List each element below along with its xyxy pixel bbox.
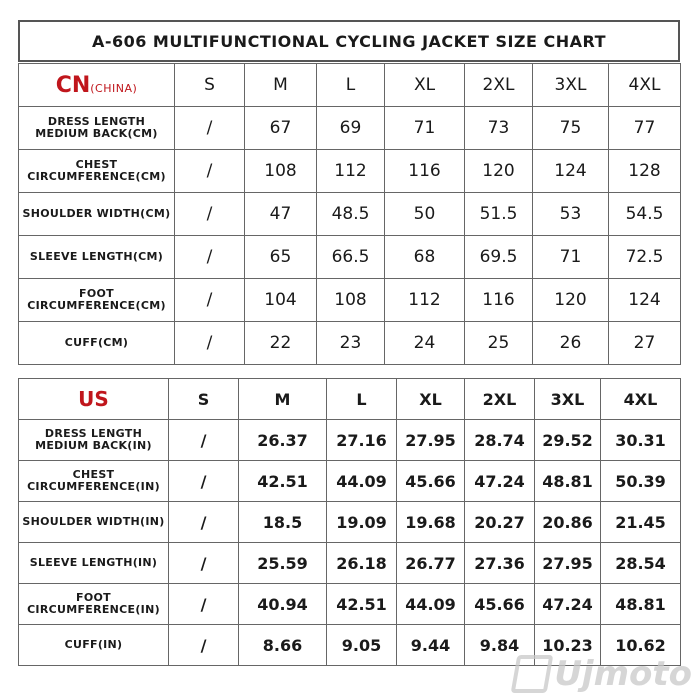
cn-header-row bbox=[19, 64, 681, 107]
table-cell: 48.81 bbox=[601, 584, 681, 625]
row-label-line2: CIRCUMFERENCE(IN) bbox=[27, 603, 160, 616]
table-cell: 44.09 bbox=[327, 461, 397, 502]
us-size-table bbox=[18, 378, 681, 666]
table-cell: 75 bbox=[533, 107, 609, 150]
table-cell: 26.18 bbox=[327, 543, 397, 584]
table-cell: 73 bbox=[465, 107, 533, 150]
table-cell: 116 bbox=[385, 150, 465, 193]
table-cell: 50 bbox=[385, 193, 465, 236]
row-label-line1: SHOULDER WIDTH(IN) bbox=[22, 515, 165, 528]
table-cell: 27 bbox=[609, 322, 681, 365]
row-label-line1: CUFF(CM) bbox=[64, 336, 129, 349]
table-cell: 24 bbox=[385, 322, 465, 365]
table-cell: / bbox=[169, 584, 239, 625]
cn-size-header: M bbox=[245, 64, 317, 107]
table-cell: / bbox=[169, 625, 239, 666]
cn-region-subtitle: (CHINA) bbox=[90, 81, 138, 95]
table-row bbox=[19, 279, 681, 322]
us-size-header: M bbox=[239, 379, 327, 420]
row-label-line2: CIRCUMFERENCE(CM) bbox=[27, 170, 166, 183]
table-cell: 120 bbox=[465, 150, 533, 193]
table-cell: / bbox=[169, 543, 239, 584]
table-cell: 116 bbox=[465, 279, 533, 322]
row-label-line1: CHEST bbox=[75, 158, 118, 171]
table-cell: 9.05 bbox=[327, 625, 397, 666]
table-row bbox=[19, 584, 681, 625]
table-row bbox=[19, 107, 681, 150]
table-cell: / bbox=[169, 461, 239, 502]
table-cell: 9.44 bbox=[397, 625, 465, 666]
table-cell: 27.36 bbox=[465, 543, 535, 584]
us-size-header: 3XL bbox=[535, 379, 601, 420]
cn-size-header: S bbox=[175, 64, 245, 107]
row-label bbox=[19, 543, 169, 584]
cn-region-label bbox=[19, 64, 175, 107]
table-cell: 112 bbox=[317, 150, 385, 193]
table-cell: 22 bbox=[245, 322, 317, 365]
table-cell: 69 bbox=[317, 107, 385, 150]
table-cell: 108 bbox=[245, 150, 317, 193]
table-cell: / bbox=[169, 420, 239, 461]
table-cell: 124 bbox=[609, 279, 681, 322]
table-cell: 54.5 bbox=[609, 193, 681, 236]
row-label-line1: SLEEVE LENGTH(CM) bbox=[29, 250, 164, 263]
table-cell: 10.23 bbox=[535, 625, 601, 666]
table-cell: 26 bbox=[533, 322, 609, 365]
row-label bbox=[19, 279, 175, 322]
table-cell: / bbox=[169, 502, 239, 543]
table-cell: 45.66 bbox=[465, 584, 535, 625]
table-cell: 23 bbox=[317, 322, 385, 365]
cn-size-header: 2XL bbox=[465, 64, 533, 107]
table-cell: 104 bbox=[245, 279, 317, 322]
table-cell: 25.59 bbox=[239, 543, 327, 584]
table-cell: 19.09 bbox=[327, 502, 397, 543]
table-cell: 72.5 bbox=[609, 236, 681, 279]
table-cell: 45.66 bbox=[397, 461, 465, 502]
table-cell: 20.86 bbox=[535, 502, 601, 543]
chart-title: A-606 MULTIFUNCTIONAL CYCLING JACKET SIZE CHART bbox=[18, 20, 680, 62]
table-row bbox=[19, 236, 681, 279]
us-size-header: 4XL bbox=[601, 379, 681, 420]
table-cell: 112 bbox=[385, 279, 465, 322]
table-cell: 50.39 bbox=[601, 461, 681, 502]
table-cell: 77 bbox=[609, 107, 681, 150]
table-cell: 10.62 bbox=[601, 625, 681, 666]
table-cell: 68 bbox=[385, 236, 465, 279]
table-cell: 27.95 bbox=[397, 420, 465, 461]
table-cell: 21.45 bbox=[601, 502, 681, 543]
table-cell: 44.09 bbox=[397, 584, 465, 625]
table-cell: 48.81 bbox=[535, 461, 601, 502]
row-label bbox=[19, 322, 175, 365]
table-row bbox=[19, 150, 681, 193]
watermark-logo bbox=[514, 654, 692, 694]
row-label-line2: MEDIUM BACK(CM) bbox=[35, 127, 158, 140]
table-cell: 108 bbox=[317, 279, 385, 322]
us-size-header: L bbox=[327, 379, 397, 420]
row-label bbox=[19, 461, 169, 502]
us-size-header: XL bbox=[397, 379, 465, 420]
row-label-line1: SHOULDER WIDTH(CM) bbox=[22, 207, 171, 220]
table-cell: 69.5 bbox=[465, 236, 533, 279]
row-label bbox=[19, 236, 175, 279]
table-cell: 18.5 bbox=[239, 502, 327, 543]
table-cell: 8.66 bbox=[239, 625, 327, 666]
row-label-line2: CIRCUMFERENCE(IN) bbox=[27, 480, 160, 493]
table-cell: 20.27 bbox=[465, 502, 535, 543]
row-label bbox=[19, 420, 169, 461]
table-cell: 66.5 bbox=[317, 236, 385, 279]
row-label-line1: SLEEVE LENGTH(IN) bbox=[29, 556, 158, 569]
cn-size-table bbox=[18, 63, 681, 365]
cn-size-header: 3XL bbox=[533, 64, 609, 107]
table-cell: 124 bbox=[533, 150, 609, 193]
watermark-text: Ujmoto bbox=[554, 654, 692, 694]
us-header-row bbox=[19, 379, 681, 420]
table-cell: 47.24 bbox=[535, 584, 601, 625]
row-label-line2: MEDIUM BACK(IN) bbox=[35, 439, 152, 452]
table-row bbox=[19, 502, 681, 543]
table-cell: 40.94 bbox=[239, 584, 327, 625]
cn-region-code: CN bbox=[55, 72, 91, 98]
row-label bbox=[19, 502, 169, 543]
row-label-line2: CIRCUMFERENCE(CM) bbox=[27, 299, 166, 312]
table-cell: 48.5 bbox=[317, 193, 385, 236]
table-cell: 28.74 bbox=[465, 420, 535, 461]
table-cell: / bbox=[175, 322, 245, 365]
table-cell: 47.24 bbox=[465, 461, 535, 502]
table-cell: 120 bbox=[533, 279, 609, 322]
row-label-line1: FOOT bbox=[76, 591, 111, 604]
table-cell: 29.52 bbox=[535, 420, 601, 461]
table-cell: 28.54 bbox=[601, 543, 681, 584]
row-label bbox=[19, 107, 175, 150]
row-label-line1: CUFF(IN) bbox=[64, 638, 123, 651]
row-label-line1: DRESS LENGTH bbox=[44, 427, 143, 440]
table-cell: 47 bbox=[245, 193, 317, 236]
row-label-line1: CHEST bbox=[72, 468, 115, 481]
table-cell: 71 bbox=[385, 107, 465, 150]
table-cell: 42.51 bbox=[327, 584, 397, 625]
table-cell: 30.31 bbox=[601, 420, 681, 461]
table-cell: / bbox=[175, 236, 245, 279]
row-label bbox=[19, 150, 175, 193]
table-row bbox=[19, 461, 681, 502]
row-label-line1: DRESS LENGTH bbox=[47, 115, 146, 128]
table-row bbox=[19, 193, 681, 236]
cn-size-header: L bbox=[317, 64, 385, 107]
us-size-header: 2XL bbox=[465, 379, 535, 420]
table-cell: 128 bbox=[609, 150, 681, 193]
cn-size-header: 4XL bbox=[609, 64, 681, 107]
row-label bbox=[19, 193, 175, 236]
table-cell: / bbox=[175, 107, 245, 150]
row-label-line1: FOOT bbox=[79, 287, 114, 300]
row-label bbox=[19, 625, 169, 666]
table-cell: 27.95 bbox=[535, 543, 601, 584]
table-cell: / bbox=[175, 150, 245, 193]
table-cell: 25 bbox=[465, 322, 533, 365]
table-cell: 26.37 bbox=[239, 420, 327, 461]
table-cell: 26.77 bbox=[397, 543, 465, 584]
table-cell: / bbox=[175, 279, 245, 322]
cn-size-header: XL bbox=[385, 64, 465, 107]
table-cell: 19.68 bbox=[397, 502, 465, 543]
table-cell: 67 bbox=[245, 107, 317, 150]
us-size-header: S bbox=[169, 379, 239, 420]
table-cell: 65 bbox=[245, 236, 317, 279]
row-label bbox=[19, 584, 169, 625]
table-cell: 9.84 bbox=[465, 625, 535, 666]
table-row bbox=[19, 543, 681, 584]
us-region-label bbox=[19, 379, 169, 420]
table-cell: 71 bbox=[533, 236, 609, 279]
table-cell: 42.51 bbox=[239, 461, 327, 502]
table-cell: 51.5 bbox=[465, 193, 533, 236]
table-cell: / bbox=[175, 193, 245, 236]
table-cell: 53 bbox=[533, 193, 609, 236]
shield-logo-icon bbox=[511, 655, 554, 693]
table-cell: 27.16 bbox=[327, 420, 397, 461]
table-row bbox=[19, 322, 681, 365]
table-row bbox=[19, 420, 681, 461]
us-region-code: US bbox=[78, 387, 109, 411]
